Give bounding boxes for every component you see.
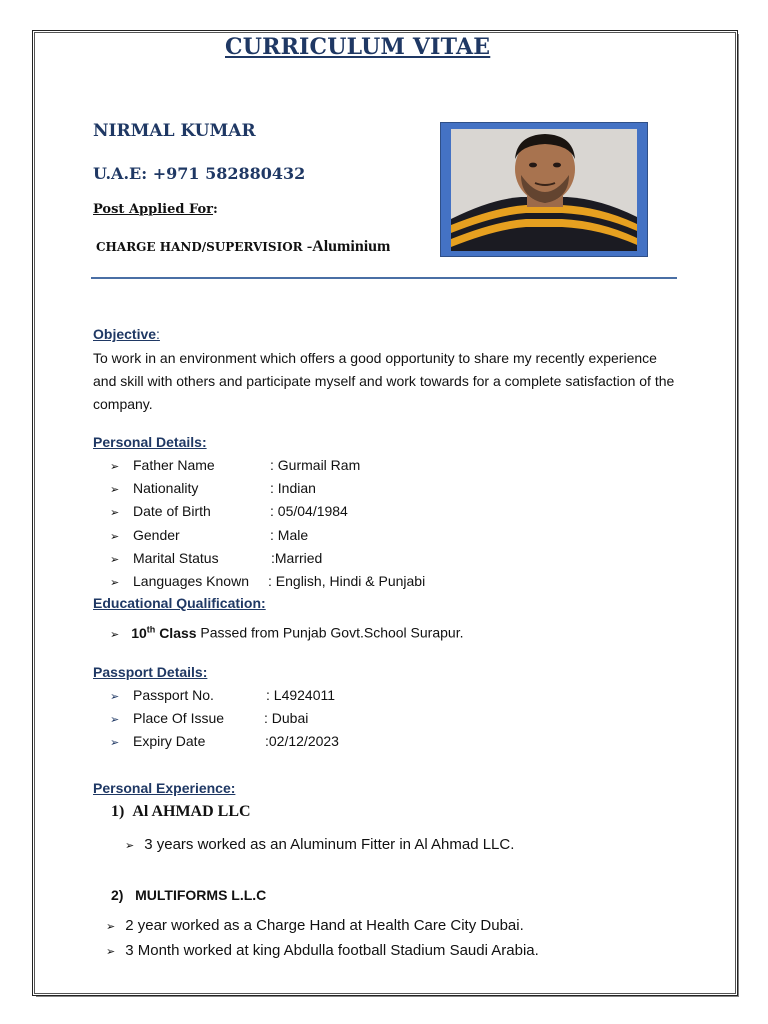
arrow-bullet-icon: ➢ [110,461,120,473]
post-role: CHARGE HAND/SUPERVISIOR [96,240,303,254]
document-title: CURRICULUM VITAE [225,34,491,60]
post-applied-value [96,238,390,256]
list-item: ➢ Father Name : Gurmail Ram [110,454,249,477]
job-2-line-2: ➢ 3 Month worked at king Abdulla football Stadium Saudi Arabia. [106,942,539,959]
job-2-title: 2) MULTIFORMS L.L.C [111,887,267,903]
arrow-bullet-icon: ➢ [106,921,116,933]
list-item: ➢ Nationality : Indian [110,477,249,500]
education-heading: Educational Qualification: [93,595,266,611]
job-1-title: 1) Al AHMAD LLC [111,803,251,820]
job-2-line-1: ➢ 2 year worked as a Charge Hand at Health Care City Dubai. [106,917,524,934]
arrow-bullet-icon: ➢ [110,737,120,750]
list-item: ➢ Expiry Date :02/12/2023 [110,730,224,753]
passport-heading: Passport Details: [93,664,208,680]
arrow-bullet-icon: ➢ [110,576,120,589]
education-item: ➢ 10th Class Passed from Punjab Govt.School Surapur. [110,624,464,641]
arrow-bullet-icon: ➢ [110,553,120,566]
list-item: ➢ Gender : Male [110,524,249,547]
arrow-bullet-icon: ➢ [106,946,116,958]
post-material: -Aluminium [306,238,391,255]
person-photo-icon [451,129,637,251]
arrow-bullet-icon: ➢ [110,691,120,703]
passport-details-list [110,684,339,754]
personal-details-heading: Personal Details: [93,434,207,450]
arrow-bullet-icon: ➢ [110,714,120,727]
arrow-bullet-icon: ➢ [110,507,120,520]
candidate-photo-frame [440,122,648,257]
list-item: ➢ Date of Birth : 05/04/1984 [110,500,249,523]
list-item: ➢ Place Of Issue : Dubai [110,707,224,730]
arrow-bullet-icon: ➢ [125,840,135,852]
candidate-phone: U.A.E: +971 582880432 [93,164,306,183]
personal-details-list [110,454,426,593]
arrow-bullet-icon: ➢ [110,628,120,641]
post-applied-label: Post Applied For: [93,202,218,217]
objective-text: To work in an environment which offers a good opportunity to share my recently experience and skill with others and participate myself and work towards for a complete satisfaction of the company. [93,350,675,412]
header-divider [91,277,677,279]
objective-heading: Objective: [93,326,160,342]
job-1-line-1: ➢ 3 years worked as an Aluminum Fitter in Al Ahmad LLC. [125,836,515,853]
candidate-name: NIRMAL KUMAR [93,121,256,141]
arrow-bullet-icon: ➢ [110,484,120,497]
experience-heading: Personal Experience: [93,780,236,796]
list-item: ➢ Marital Status :Married [110,547,249,570]
list-item: ➢ Languages Known : English, Hindi & Punjabi [110,570,249,593]
list-item: ➢ Passport No. : L4924011 [110,684,224,707]
arrow-bullet-icon: ➢ [110,530,120,543]
